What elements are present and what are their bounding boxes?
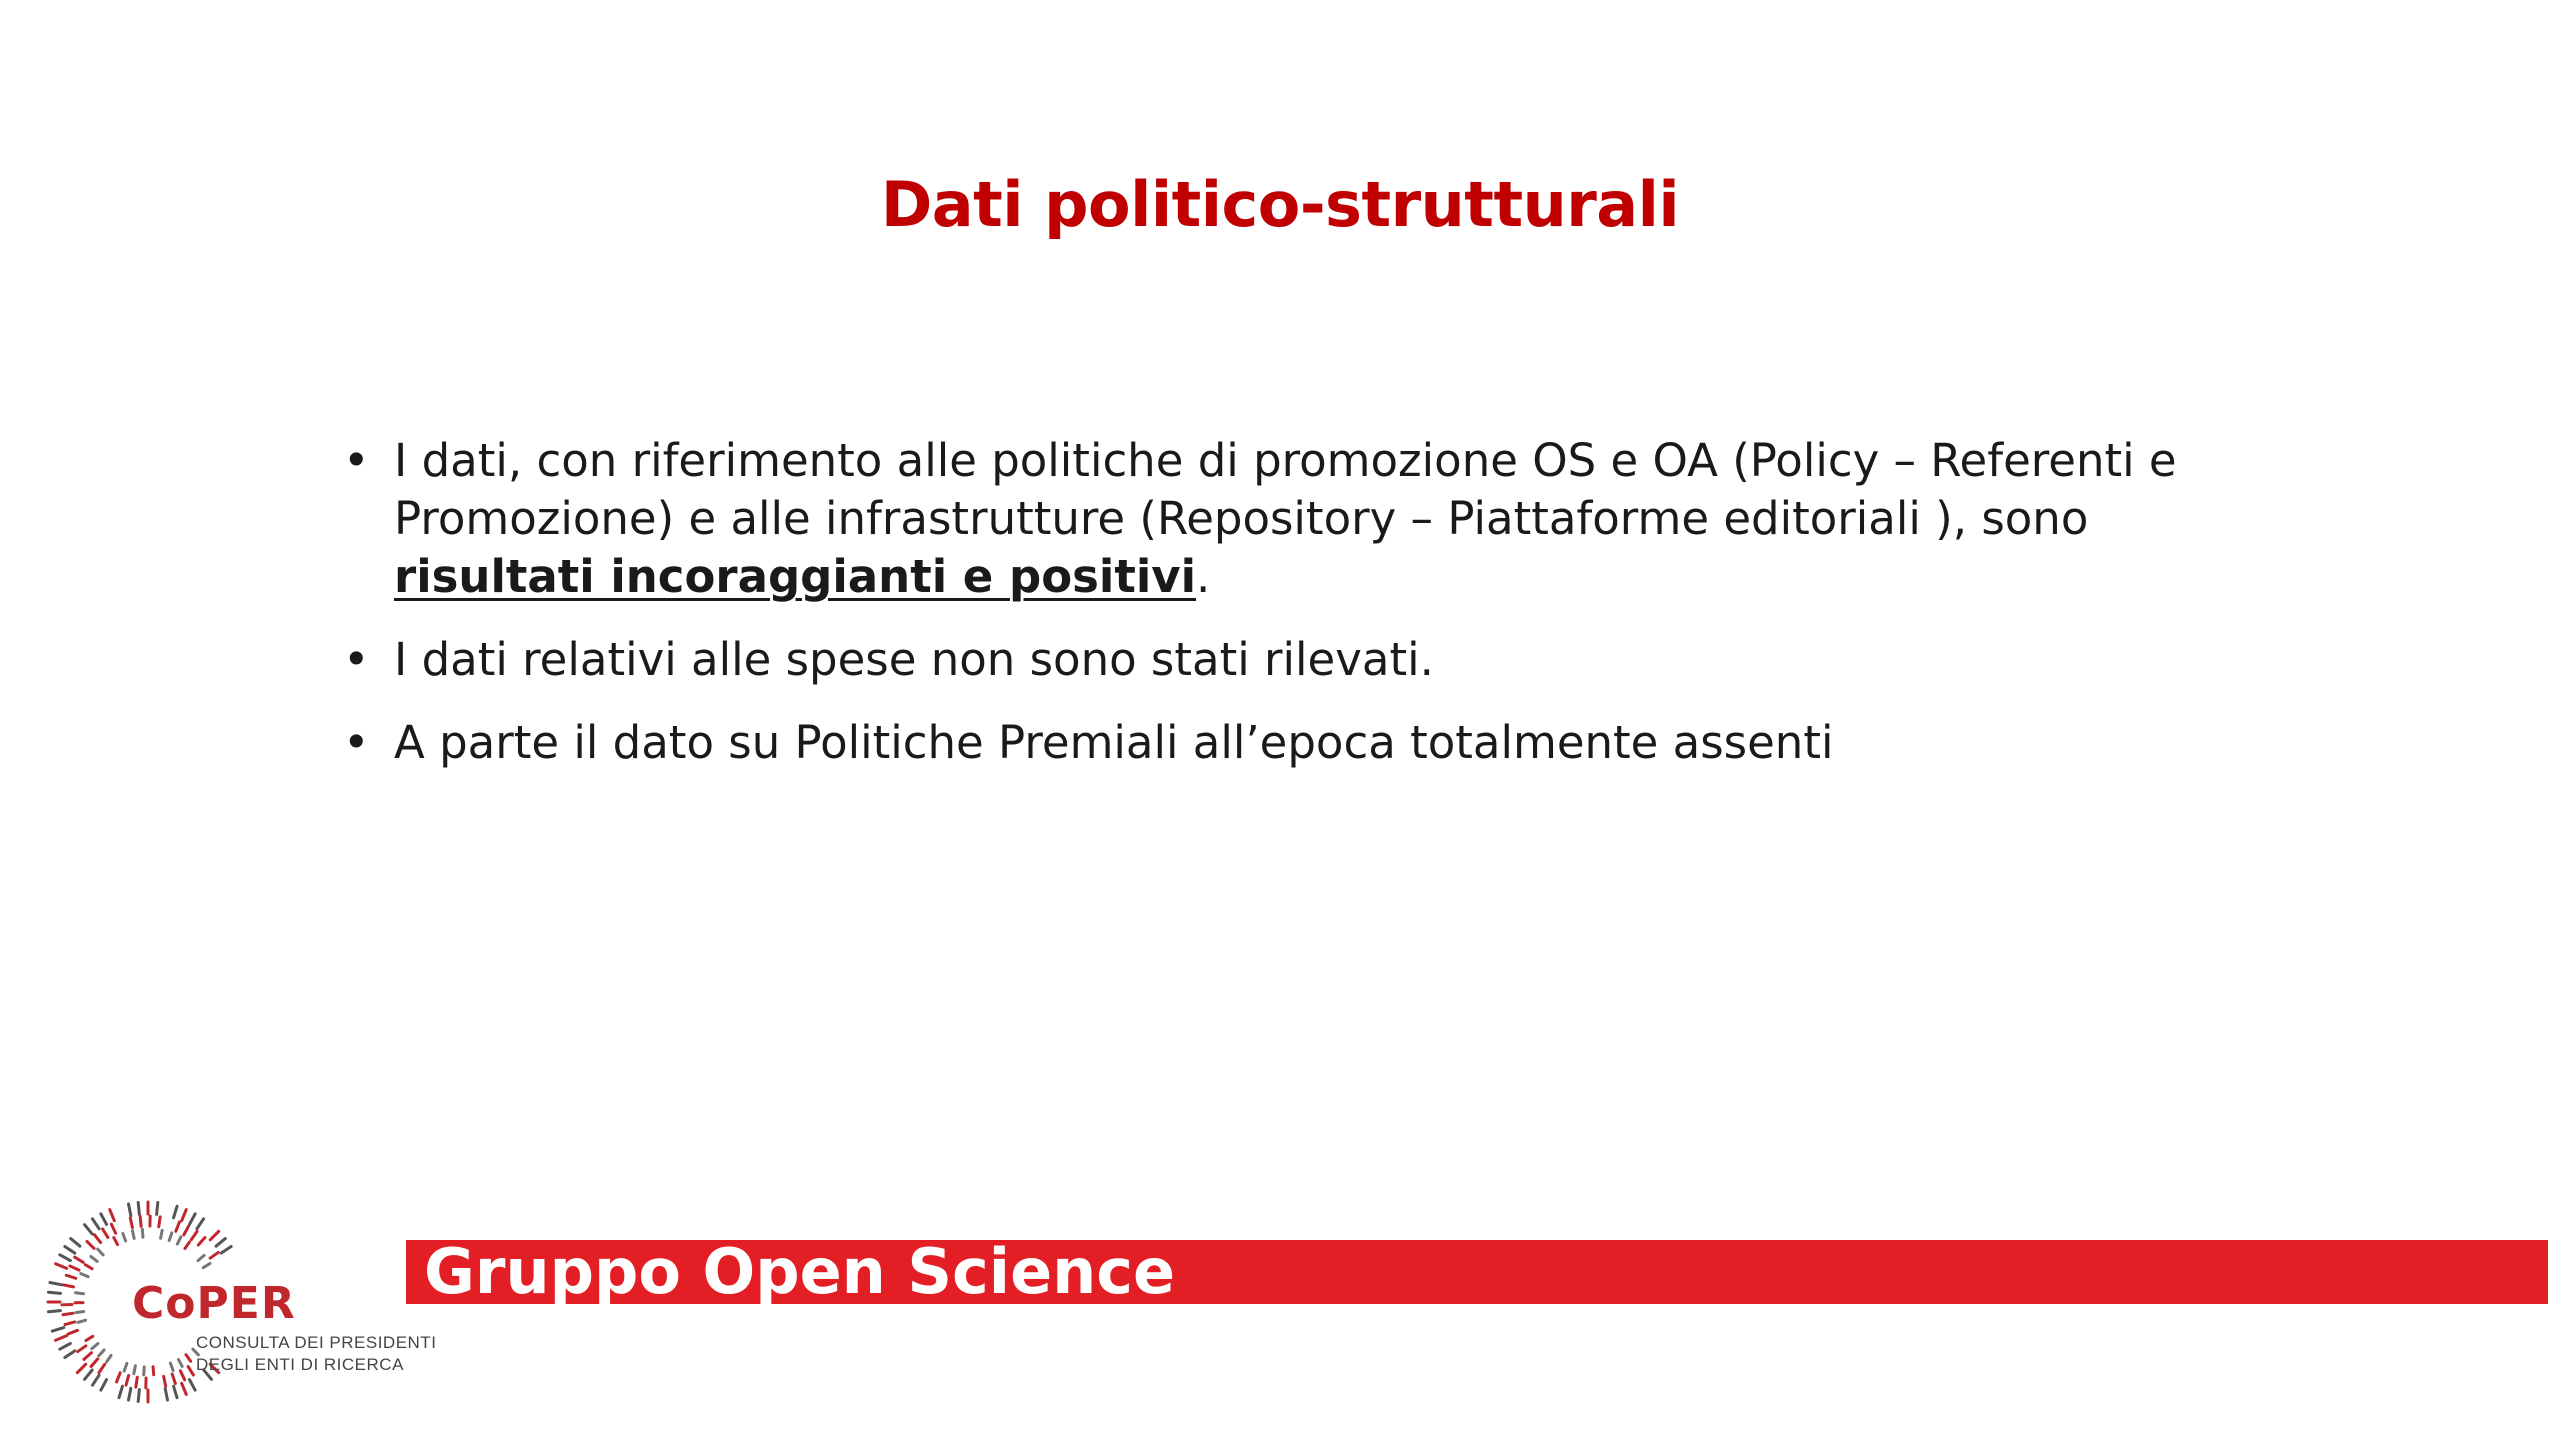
bullet-text: I dati relativi alle spese non sono stati rilevati.: [394, 633, 1434, 686]
bullet-icon: •: [343, 633, 370, 686]
list-item: [340, 432, 2200, 606]
bullet-text: I dati, con riferimento alle politiche di promozione OS e OA (Policy – Referenti e Promozione) e alle infrastrutture (Repository – Piattaforme editoriali ), sono: [394, 434, 2177, 545]
banner-info: [1250, 1243, 2319, 1440]
coper-logo: [36, 1190, 456, 1420]
bullet-list: [340, 432, 2200, 797]
list-item: [340, 631, 2200, 689]
banner-title: Gruppo Open Science: [424, 1235, 1176, 1308]
bullet-text-end: .: [1196, 550, 1211, 603]
logo-subtitle-line2: DEGLI ENTI DI RICERCA: [196, 1355, 404, 1374]
logo-subtitle: [196, 1332, 436, 1376]
footer-banner: [406, 1235, 2548, 1421]
bullet-icon: •: [343, 434, 370, 487]
bullet-text: A parte il dato su Politiche Premiali all’epoca totalmente assenti: [394, 716, 1834, 769]
list-item: [340, 714, 2200, 772]
slide-title: Dati politico-strutturali: [880, 168, 1680, 241]
banner-info-line2: Aula Bruno Touschek - Laboratori Nazionali Frascati INFN 27 Novembre - 28 Novembre: [1250, 1395, 2156, 1421]
logo-subtitle-line1: CONSULTA DEI PRESIDENTI: [196, 1333, 437, 1352]
banner-info-line1: 2ndo Convegno Nazionale GLOS della CoPER «Un lungo cammino: le nuove sfide della scienza aperta»: [1250, 1305, 2319, 1331]
bullet-icon: •: [343, 716, 370, 769]
logo-wordmark: CoPER: [132, 1278, 296, 1329]
bullet-emphasis: risultati incoraggianti e positivi: [394, 550, 1197, 603]
